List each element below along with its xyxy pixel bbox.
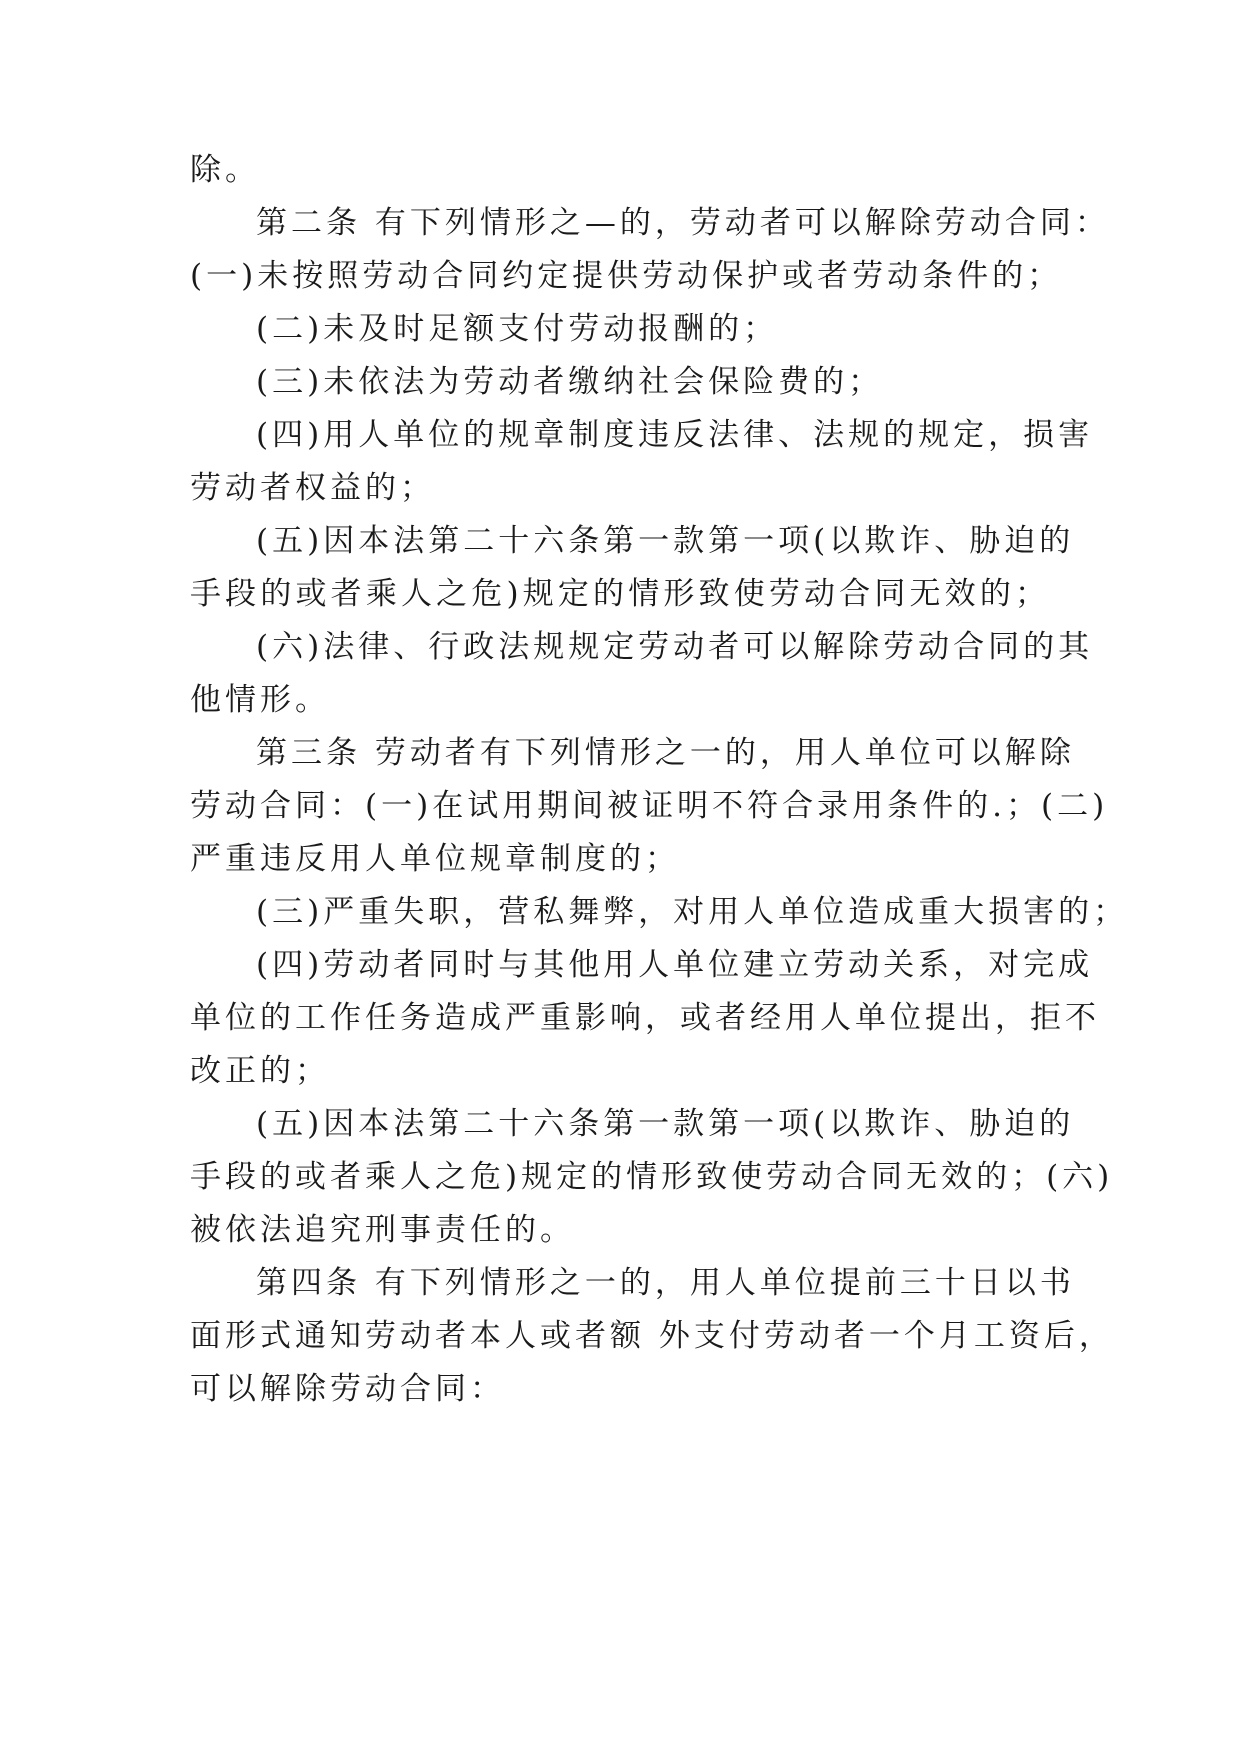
text-line: (六)法律、行政法规规定劳动者可以解除劳动合同的其: [256, 629, 1094, 665]
text-line: 手段的或者乘人之危)规定的情形致使劳动合同无效的；: [190, 576, 1050, 612]
text-line: (四)劳动者同时与其他用人单位建立劳动关系，对完成: [256, 947, 1094, 983]
text-line: 他情形。: [190, 682, 330, 718]
text-line: 单位的工作任务造成严重影响，或者经用人单位提出，拒不: [190, 1000, 1100, 1036]
text-line: (五)因本法第二十六条第一款第一项(以欺诈、胁迫的: [256, 1106, 1075, 1142]
text-line: 劳动合同：(一)在试用期间被证明不符合录用条件的.；(二): [190, 788, 1109, 824]
text-line: 手段的或者乘人之危)规定的情形致使劳动合同无效的；(六): [190, 1159, 1114, 1195]
article-2-heading: 第二条 有下列情形之—的，劳动者可以解除劳动合同：: [256, 205, 1110, 241]
text-line: (三)未依法为劳动者缴纳社会保险费的；: [256, 364, 884, 400]
article-3-heading: 第三条 劳动者有下列情形之一的，用人单位可以解除: [256, 735, 1075, 771]
text-line: (四)用人单位的规章制度违反法律、法规的规定，损害: [256, 417, 1094, 453]
text-line: (三)严重失职，营私舞弊，对用人单位造成重大损害的；: [256, 894, 1129, 930]
text-line: 严重违反用人单位规章制度的；: [190, 841, 680, 877]
text-line: (二)未及时足额支付劳动报酬的；: [256, 311, 779, 347]
article-4-heading: 第四条 有下列情形之一的，用人单位提前三十日以书: [256, 1265, 1075, 1301]
text-line: (一)未按照劳动合同约定提供劳动保护或者劳动条件的；: [190, 258, 1063, 294]
text-line: 面形式通知劳动者本人或者额 外支付劳动者一个月工资后，: [190, 1318, 1114, 1354]
text-line: 改正的；: [190, 1053, 330, 1089]
text-line: 可以解除劳动合同：: [190, 1371, 505, 1407]
text-line: 除。: [190, 152, 260, 188]
text-line: 被依法追究刑事责任的。: [190, 1212, 575, 1248]
text-line: (五)因本法第二十六条第一款第一项(以欺诈、胁迫的: [256, 523, 1075, 559]
text-line: 劳动者权益的；: [190, 470, 435, 506]
